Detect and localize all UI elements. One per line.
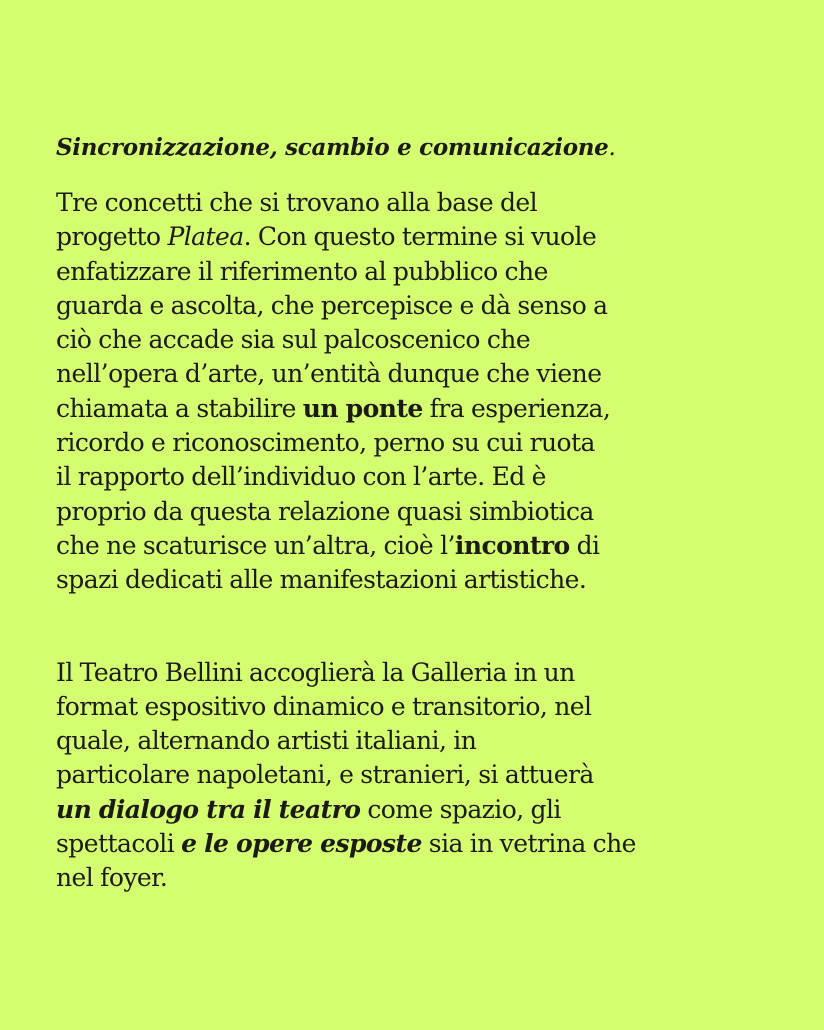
- p1-line-2: [56, 220, 616, 254]
- p1-line-8: ricordo e riconoscimento, perno su cui ruota: [56, 428, 595, 458]
- incontro-bold: incontro: [454, 530, 570, 560]
- p2-line-3: quale, alternando artisti italiani, in: [56, 726, 477, 756]
- p2-line-4: particolare napoletani, e stranieri, si attuerà: [56, 760, 594, 790]
- heading: [56, 132, 616, 164]
- p1-line-7-a: chiamata a stabilire: [56, 393, 303, 423]
- p1-line-1: Tre concetti che si trovano alla base del: [56, 188, 538, 217]
- p2-line-6: [56, 827, 636, 861]
- p1-line-5: ciò che accade sia sul palcoscenico che: [56, 325, 531, 355]
- p2-line-6-a: spettacoli: [56, 829, 182, 859]
- p1-line-10: proprio da questa relazione quasi simbiotica: [56, 496, 594, 526]
- heading-period: .: [608, 135, 616, 161]
- opere-esposte-bold-italic: e le opere esposte: [181, 829, 422, 859]
- p1-line-7-c: fra esperienza,: [422, 393, 611, 423]
- heading-text: Sincronizzazione, scambio e comunicazione: [56, 134, 609, 161]
- p2-line-7: nel foyer.: [56, 863, 168, 893]
- text-page: [56, 132, 636, 896]
- p1-line-12: spazi dedicati alle manifestazioni artistiche.: [56, 565, 587, 595]
- paragraph-1: [56, 186, 616, 598]
- p1-line-9: il rapporto dell’individuo con l’arte. Ed è: [56, 462, 546, 492]
- p1-line-4: guarda e ascolta, che percepisce e dà senso a: [56, 290, 608, 320]
- p1-line-2-c: . Con questo termine si vuole: [243, 222, 597, 252]
- p2-line-5: [56, 793, 616, 827]
- p1-line-11-c: di: [569, 530, 600, 560]
- un-ponte-bold: un ponte: [302, 393, 423, 423]
- p2-line-5-b: come spazio, gli: [360, 794, 561, 824]
- p1-line-7: [56, 392, 616, 426]
- paragraph-2: [56, 656, 636, 896]
- p1-line-3: enfatizzare il riferimento al pubblico che: [56, 256, 548, 286]
- p1-line-2-a: progetto: [56, 222, 168, 252]
- p2-line-6-c: sia in vetrina che: [421, 829, 636, 859]
- p1-line-11-a: che ne scaturisce un’altra, cioè l’: [56, 530, 455, 560]
- p2-line-1: Il Teatro Bellini accoglierà la Galleria in un: [56, 657, 575, 687]
- dialogo-bold-italic: un dialogo tra il teatro: [56, 794, 361, 824]
- platea-italic: Platea: [167, 222, 244, 252]
- p2-line-2: format espositivo dinamico e transitorio, nel: [56, 691, 592, 721]
- p1-line-11: [56, 529, 616, 563]
- p1-line-6: nell’opera d’arte, un’entità dunque che viene: [56, 359, 602, 389]
